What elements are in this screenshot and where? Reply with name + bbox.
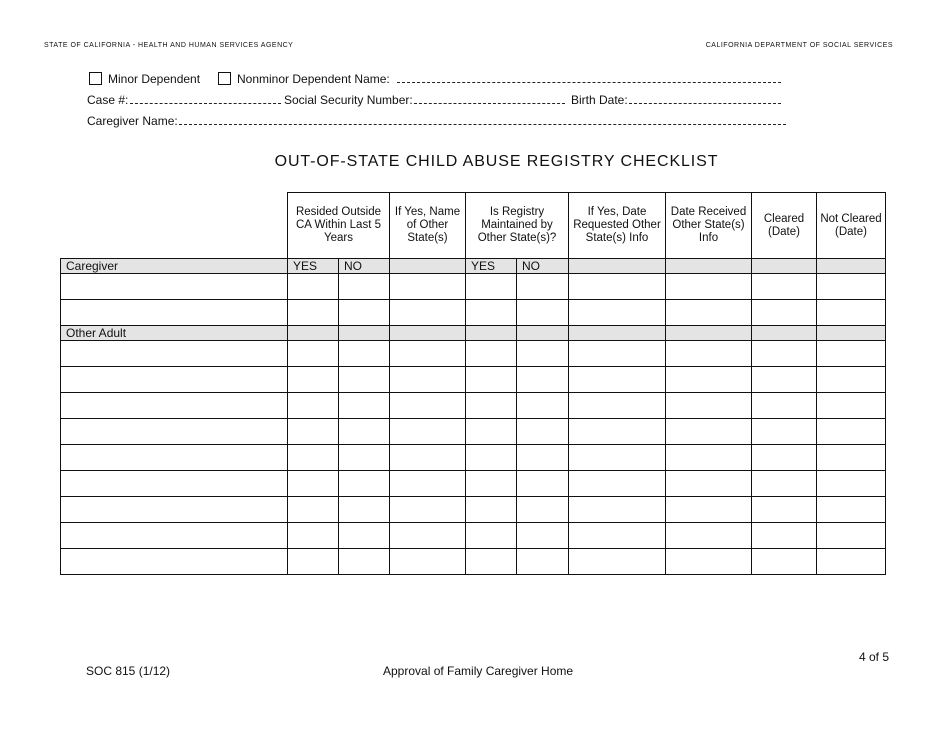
minor-dependent-checkbox[interactable] [89,72,102,85]
minor-dependent-option[interactable] [89,72,200,86]
other-adult-entry-cell[interactable] [61,523,288,549]
other-adult-entry-cell[interactable] [466,523,517,549]
other-adult-entry-cell[interactable] [569,549,666,575]
section-label-caregiver: Caregiver [61,259,288,274]
other-adult-entry-cell[interactable] [466,445,517,471]
resided-yes-label: YES [288,259,339,274]
other-adult-entry-cell[interactable] [288,367,339,393]
other-adult-entry-cell[interactable] [339,341,390,367]
other-adult-entry-cell[interactable] [390,445,466,471]
registry-no-label: NO [517,259,569,274]
other-adult-entry-cell[interactable] [817,445,886,471]
other-adult-entry-cell[interactable] [517,523,569,549]
col-header-other-state-name: If Yes, Name of Other State(s) [390,193,466,259]
caregiver-entry-cell[interactable] [569,300,666,326]
other-adult-entry-cell[interactable] [817,393,886,419]
col-header-date-requested: If Yes, Date Requested Other State(s) Info [569,193,666,259]
other-adult-entry-cell[interactable] [61,419,288,445]
caregiver-entry-cell[interactable] [390,300,466,326]
other-adult-entry-cell[interactable] [517,445,569,471]
other-adult-entry-cell[interactable] [390,367,466,393]
other-adult-entry-cell[interactable] [817,497,886,523]
case-number-line[interactable] [130,93,281,104]
col-header-resided: Resided Outside CA Within Last 5 Years [288,193,390,259]
form-title: Approval of Family Caregiver Home [383,664,574,678]
section-row-caregiver [61,259,886,274]
caregiver-entry-cell[interactable] [752,300,817,326]
other-adult-entry-cell[interactable] [752,393,817,419]
other-adult-entry-cell[interactable] [817,367,886,393]
other-adult-entry-cell[interactable] [390,523,466,549]
section-row-other-adult [61,326,886,341]
caregiver-entry-cell[interactable] [817,300,886,326]
table-row [61,300,886,326]
col-header-not-cleared: Not Cleared (Date) [817,193,886,259]
other-adult-entry-cell[interactable] [752,445,817,471]
other-adult-entry-cell[interactable] [339,445,390,471]
caregiver-entry-cell[interactable] [288,300,339,326]
other-adult-entry-cell[interactable] [569,419,666,445]
other-adult-entry-cell[interactable] [517,341,569,367]
other-adult-entry-cell[interactable] [466,419,517,445]
caregiver-entry-cell[interactable] [288,274,339,300]
case-number-label: Case #: [87,93,129,107]
other-adult-entry-cell[interactable] [390,549,466,575]
other-adult-entry-cell[interactable] [569,393,666,419]
agency-header: STATE OF CALIFORNIA - HEALTH AND HUMAN SERVICES AGENCY [44,42,294,49]
caregiver-name-field[interactable] [87,114,786,128]
other-adult-entry-cell[interactable] [569,523,666,549]
table-row [61,367,886,393]
ssn-label: Social Security Number: [284,93,413,107]
caregiver-entry-cell[interactable] [61,300,288,326]
nonminor-dependent-field[interactable] [218,72,781,86]
caregiver-entry-cell[interactable] [339,300,390,326]
other-adult-entry-cell[interactable] [339,549,390,575]
other-adult-entry-cell[interactable] [517,471,569,497]
registry-yes-label: YES [466,259,517,274]
page-number: 4 of 5 [859,650,890,664]
other-adult-entry-cell[interactable] [666,419,752,445]
other-adult-entry-cell[interactable] [569,471,666,497]
caregiver-entry-cell[interactable] [61,274,288,300]
other-adult-entry-cell[interactable] [466,497,517,523]
other-adult-entry-cell[interactable] [61,341,288,367]
caregiver-entry-cell[interactable] [517,274,569,300]
caregiver-entry-cell[interactable] [817,274,886,300]
other-adult-entry-cell[interactable] [288,471,339,497]
other-adult-entry-cell[interactable] [569,497,666,523]
other-adult-entry-cell[interactable] [339,471,390,497]
other-adult-entry-cell[interactable] [666,497,752,523]
other-adult-entry-cell[interactable] [517,367,569,393]
other-adult-entry-cell[interactable] [61,367,288,393]
other-adult-entry-cell[interactable] [288,497,339,523]
caregiver-entry-cell[interactable] [466,300,517,326]
other-adult-entry-cell[interactable] [666,341,752,367]
caregiver-entry-cell[interactable] [569,274,666,300]
table-row [61,274,886,300]
other-adult-entry-cell[interactable] [288,445,339,471]
section-label-other-adult: Other Adult [61,326,288,341]
nonminor-dependent-label: Nonminor Dependent Name: [237,72,390,86]
other-adult-entry-cell[interactable] [666,549,752,575]
other-adult-entry-cell[interactable] [752,419,817,445]
other-adult-entry-cell[interactable] [390,419,466,445]
other-adult-entry-cell[interactable] [752,523,817,549]
caregiver-entry-cell[interactable] [390,274,466,300]
other-adult-entry-cell[interactable] [288,523,339,549]
registry-checklist-table [60,192,886,575]
birth-date-line[interactable] [629,93,781,104]
caregiver-name-line[interactable] [179,114,786,125]
minor-dependent-label: Minor Dependent [108,72,201,86]
ssn-line[interactable] [414,93,565,104]
other-adult-entry-cell[interactable] [569,367,666,393]
caregiver-entry-cell[interactable] [517,300,569,326]
caregiver-entry-cell[interactable] [666,274,752,300]
table-row [61,523,886,549]
other-adult-entry-cell[interactable] [569,341,666,367]
other-adult-entry-cell[interactable] [517,497,569,523]
birth-date-label: Birth Date: [571,93,628,107]
caregiver-name-label: Caregiver Name: [87,114,178,128]
other-adult-entry-cell[interactable] [339,393,390,419]
other-adult-entry-cell[interactable] [288,549,339,575]
col-header-date-received: Date Received Other State(s) Info [666,193,752,259]
other-adult-entry-cell[interactable] [666,393,752,419]
other-adult-entry-cell[interactable] [466,341,517,367]
other-adult-entry-cell[interactable] [466,367,517,393]
other-adult-entry-cell[interactable] [288,341,339,367]
table-row [61,393,886,419]
table-row [61,445,886,471]
nonminor-dependent-checkbox[interactable] [218,72,231,85]
other-adult-entry-cell[interactable] [390,393,466,419]
other-adult-entry-cell[interactable] [61,393,288,419]
form-number: SOC 815 (1/12) [86,664,171,678]
other-adult-entry-cell[interactable] [817,549,886,575]
ssn-field[interactable] [284,93,565,107]
other-adult-entry-cell[interactable] [390,471,466,497]
other-adult-entry-cell[interactable] [61,497,288,523]
other-adult-entry-cell[interactable] [666,471,752,497]
other-adult-entry-cell[interactable] [569,445,666,471]
other-adult-entry-cell[interactable] [666,523,752,549]
birth-date-field[interactable] [571,93,781,107]
page-title: OUT-OF-STATE CHILD ABUSE REGISTRY CHECKLIST [274,153,719,170]
other-adult-entry-cell[interactable] [752,549,817,575]
other-adult-entry-cell[interactable] [666,445,752,471]
other-adult-entry-cell[interactable] [339,419,390,445]
table-header-row [61,193,886,259]
other-adult-entry-cell[interactable] [339,497,390,523]
case-number-field[interactable] [87,93,281,107]
other-adult-entry-cell[interactable] [817,419,886,445]
other-adult-entry-cell[interactable] [390,497,466,523]
nonminor-dependent-name-line[interactable] [397,72,781,83]
other-adult-entry-cell[interactable] [61,445,288,471]
other-adult-entry-cell[interactable] [517,549,569,575]
table-row [61,419,886,445]
table-row [61,341,886,367]
caregiver-entry-cell[interactable] [752,274,817,300]
other-adult-entry-cell[interactable] [517,393,569,419]
other-adult-entry-cell[interactable] [817,523,886,549]
other-adult-entry-cell[interactable] [288,419,339,445]
other-adult-entry-cell[interactable] [517,419,569,445]
col-header-cleared: Cleared (Date) [752,193,817,259]
other-adult-entry-cell[interactable] [466,471,517,497]
other-adult-entry-cell[interactable] [752,341,817,367]
department-header: CALIFORNIA DEPARTMENT OF SOCIAL SERVICES [705,42,893,49]
caregiver-entry-cell[interactable] [666,300,752,326]
other-adult-entry-cell[interactable] [752,367,817,393]
other-adult-entry-cell[interactable] [61,471,288,497]
other-adult-entry-cell[interactable] [466,393,517,419]
other-adult-entry-cell[interactable] [752,471,817,497]
other-adult-entry-cell[interactable] [288,393,339,419]
caregiver-entry-cell[interactable] [466,274,517,300]
other-adult-entry-cell[interactable] [339,523,390,549]
table-row [61,549,886,575]
other-adult-entry-cell[interactable] [817,471,886,497]
table-row [61,471,886,497]
col-header-registry-maintained: Is Registry Maintained by Other State(s)? [466,193,569,259]
other-adult-entry-cell[interactable] [666,367,752,393]
caregiver-entry-cell[interactable] [339,274,390,300]
other-adult-entry-cell[interactable] [752,497,817,523]
other-adult-entry-cell[interactable] [390,341,466,367]
other-adult-entry-cell[interactable] [339,367,390,393]
other-adult-entry-cell[interactable] [61,549,288,575]
table-row [61,497,886,523]
other-adult-entry-cell[interactable] [466,549,517,575]
resided-no-label: NO [339,259,390,274]
other-adult-entry-cell[interactable] [817,341,886,367]
